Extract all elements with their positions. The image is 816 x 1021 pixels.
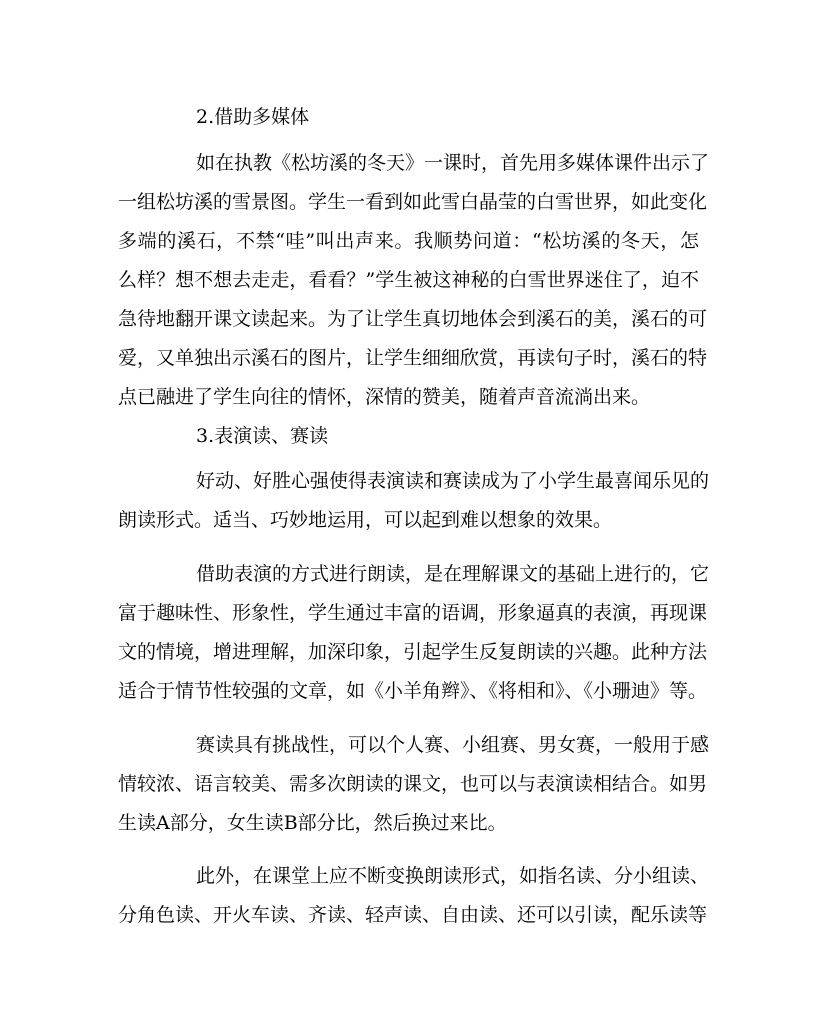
text-line: 一组松坊溪的雪景图。学生一看到如此雪白晶莹的白雪世界，如此变化	[118, 191, 708, 213]
text-line: 爱，又单独出示溪石的图片，让学生细细欣赏，再读句子时，溪石的特	[118, 347, 708, 369]
text-line: 么样？想不想去走走，看看？”学生被这神秘的白雪世界迷住了，迫不	[118, 269, 699, 291]
text-line: 朗读形式。适当、巧妙地运用，可以起到难以想象的效果。	[118, 509, 613, 531]
text-line: 借助表演的方式进行朗读，是在理解课文的基础上进行的，它	[196, 563, 710, 585]
text-line: 文的情境，增进理解，加深印象，引起学生反复朗读的兴趣。此种方法	[118, 641, 708, 663]
text-line: 多端的溪石，不禁“哇”叫出声来。我顺势问道：“松坊溪的冬天，怎	[118, 230, 699, 252]
text-line: 如在执教《松坊溪的冬天》一课时，首先用多媒体课件出示了	[196, 152, 710, 174]
section-heading: 2.借助多媒体	[196, 106, 310, 128]
text-line: 情较浓、语言较美、需多次朗读的课文，也可以与表演读相结合。如男	[118, 773, 708, 795]
section-heading: 3.表演读、赛读	[196, 425, 329, 447]
text-line: 赛读具有挑战性，可以个人赛、小组赛、男女赛，一般用于感	[196, 734, 710, 756]
text-line: 此外，在课堂上应不断变换朗读形式，如指名读、分小组读、	[196, 865, 710, 887]
text-line: 急待地翻开课文读起来。为了让学生真切地体会到溪石的美，溪石的可	[118, 308, 708, 330]
text-line: 点已融进了学生向往的情怀，深情的赞美，随着声音流淌出来。	[118, 386, 651, 408]
text-line: 生读A部分，女生读B部分比，然后换过来比。	[118, 812, 507, 834]
text-line: 适合于情节性较强的文章，如《小羊角辫》、《将相和》、《小珊迪》等。	[118, 680, 708, 702]
text-line: 分角色读、开火车读、齐读、轻声读、自由读、还可以引读，配乐读等	[118, 904, 708, 926]
text-line: 好动、好胜心强使得表演读和赛读成为了小学生最喜闻乐见的	[196, 470, 710, 492]
text-line: 富于趣味性、形象性，学生通过丰富的语调，形象逼真的表演，再现课	[118, 602, 708, 624]
